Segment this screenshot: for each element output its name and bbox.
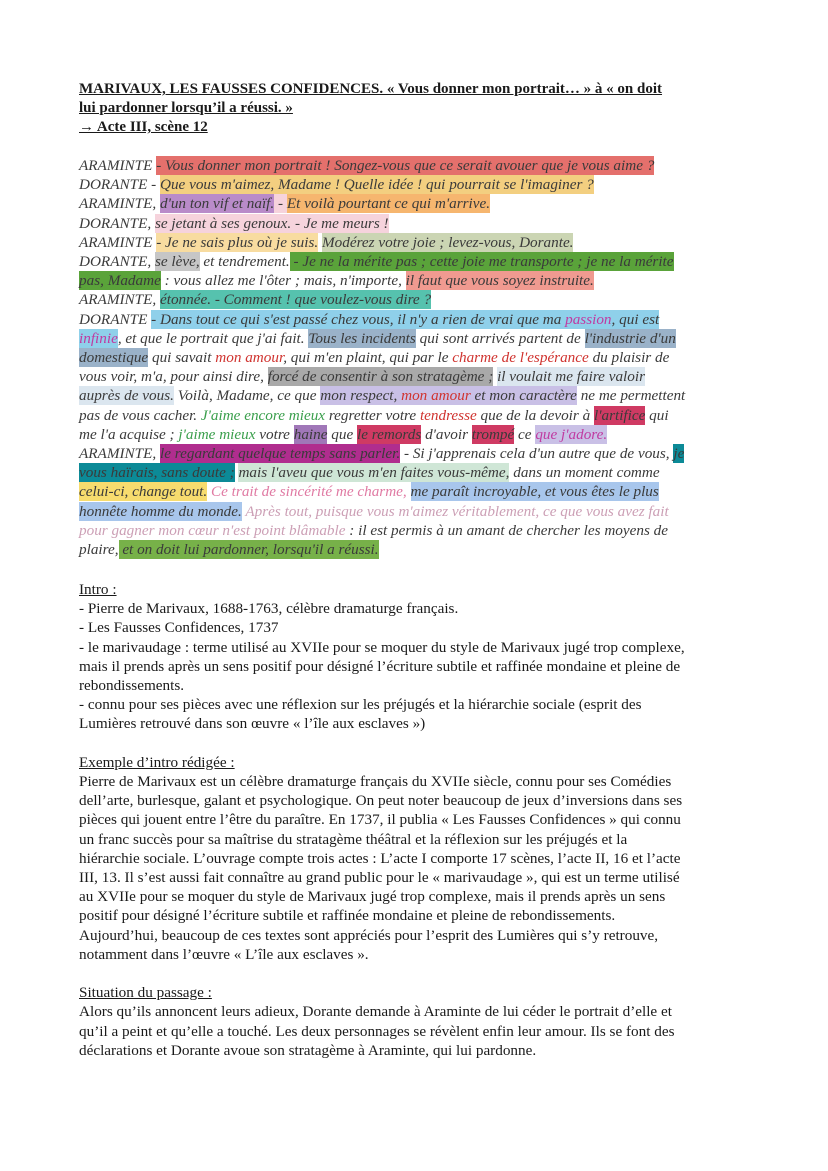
dialogue-line: [79, 233, 759, 252]
plain-text: dans un moment comme: [509, 464, 660, 482]
plain-text: que: [327, 425, 358, 443]
space: [407, 483, 411, 500]
example-line: dell’arte, burlesque, galant et psychologique. On peut noter beaucoup de jeux d’inversions dans ses: [79, 792, 683, 810]
example-line: Pierre de Marivaux est un célèbre dramaturge français du XVIIe siècle, connu pour ses Comédies: [79, 773, 672, 791]
highlight: Modérez votre joie ; levez-vous, Dorante.: [321, 233, 574, 251]
highlight: Que vous m'aimez, Madame ! Quelle idée ! qui pourrait se l'imaginer ?: [160, 176, 594, 194]
plain-text: : il est permis à un amant de chercher les moyens de: [345, 521, 669, 539]
plain-text: qui sont arrivés partent de: [415, 329, 585, 347]
highlight-word: infinie: [79, 329, 118, 347]
plain-text: qui savait: [148, 349, 216, 367]
example-line: Aujourd’hui, beaucoup de ces textes sont appréciés pour l’esprit des Lumières qui s’y retrouve,: [79, 926, 659, 944]
dialogue-line: [79, 252, 759, 271]
highlight: l'artifice: [594, 406, 646, 424]
dialogue-line: [79, 156, 759, 175]
highlight: je: [673, 445, 685, 463]
highlight: - Vous donner mon portrait ! Songez-vous que ce serait avouer que je vous aime ?: [156, 157, 655, 174]
colored-phrase: Ce trait de sincérité me charme,: [211, 483, 407, 501]
situation-heading: Situation du passage :: [79, 984, 212, 1002]
stage-direction: et tendrement.: [199, 253, 290, 271]
colored-word: j'aime mieux: [178, 425, 256, 443]
highlight-word: que j'adore.: [535, 425, 608, 443]
highlight: -: [274, 195, 287, 213]
title-line-2: lui pardonner lorsqu’il a réussi. »: [79, 100, 293, 116]
situation-line: déclarations et Dorante avoue son stratagème à Araminte, qui lui pardonne.: [79, 1041, 537, 1059]
colored-word: tendresse: [419, 406, 477, 424]
dialogue-line: [79, 367, 759, 386]
dialogue-line: [79, 329, 759, 348]
colored-phrase: Après tout, puisque vous m'aimez véritablement, ce que vous avez fait: [241, 502, 669, 520]
example-line: III, 13. Il s’est aussi fait connaître au grand public pour le « marivaudage », qui est un terme utilisé: [79, 869, 680, 887]
annotated-dialogue: [79, 156, 759, 559]
example-line: au XVIIe pour se moquer du style de Marivaux jugé trop complexe, mais il prends après un sens: [79, 888, 666, 906]
highlight: et on doit lui pardonner, lorsqu'il a réussi.: [118, 541, 379, 559]
example-line: hiérarchie sociale. L’ouvrage compte trois actes : L’acte I comporte 17 scènes, l’acte II, 16 et l’acte: [79, 849, 681, 867]
highlight: se jetant à ses genoux.: [154, 214, 292, 232]
highlight: se lève,: [154, 253, 200, 271]
speaker-dorante: DORANTE -: [79, 176, 160, 194]
example-line: pièces qui jouent entre l’être du paraître. En 1737, il publia « Les Fausses Confidences » qui connu: [79, 811, 681, 829]
highlight: pas, Madame: [79, 272, 161, 290]
dialogue-line: [79, 290, 759, 309]
highlight: haine: [293, 425, 328, 443]
example-line: positif pour désigné l’écriture subtile et raffinée mondaine et pleine de rebondissements.: [79, 907, 616, 925]
highlight: - Je ne sais plus où je suis.: [156, 233, 319, 251]
dialogue-line: [79, 463, 759, 482]
speaker-dorante: DORANTE: [79, 310, 152, 328]
speaker-araminte: ARAMINTE,: [79, 445, 160, 463]
plain-text: , qui m'en plaint, qui par le: [283, 349, 453, 367]
plain-text: Voilà, Madame, ce que: [173, 387, 321, 405]
highlight: vous haïrais, sans doute ;: [79, 464, 235, 482]
highlight-word: mon amour: [401, 387, 471, 405]
speaker-araminte: ARAMINTE: [79, 233, 157, 251]
highlight: forcé de consentir à son stratagème ;: [267, 368, 494, 386]
dialogue-line: [79, 540, 759, 559]
example-line: notamment dans l’œuvre « L’île aux esclaves ».: [79, 945, 369, 963]
plain-text: plaire,: [79, 541, 119, 559]
dialogue-line: [79, 214, 759, 233]
dialogue-line: [79, 482, 759, 501]
highlight: Tous les incidents: [308, 329, 416, 347]
dialogue-line: [79, 348, 759, 367]
dialogue-line: [79, 502, 759, 521]
dialogue-line: [79, 444, 759, 463]
situation-line: Alors qu’ils annoncent leurs adieux, Dorante demande à Araminte de lui céder le portrait d’elle et: [79, 1003, 672, 1021]
plain-text: pas de vous cacher.: [79, 406, 201, 424]
plain-text: d'avoir: [421, 425, 472, 443]
highlight: mais l'aveu que vous m'en faites vous-même,: [238, 464, 510, 482]
situation-line: qu’il a peint et qu’elle a touché. Les deux personnages se révèlent enfin leur amour. Ils se font des: [79, 1022, 675, 1040]
colored-word: J'aime encore mieux: [200, 406, 326, 424]
highlight: et mon caractère: [470, 387, 577, 405]
highlight: l'industrie d'un: [584, 329, 676, 347]
example-line: un franc succès pour sa maîtrise du stratagème théâtral et la réflexion sur les préjugés et la: [79, 830, 628, 848]
dialogue-line: [79, 406, 759, 425]
intro-item: - Les Fausses Confidences, 1737: [79, 619, 279, 637]
highlight: - Je ne la mérite pas ; cette joie me transporte ; je ne la mérite: [289, 253, 674, 271]
plain-text: , et que le portrait que j'ai fait.: [117, 329, 309, 347]
dialogue-line: [79, 386, 759, 405]
highlight: - Je me meurs !: [291, 214, 389, 232]
dialogue-line: [79, 271, 759, 290]
highlight: domestique: [79, 349, 149, 367]
highlight: étonnée. - Comment ! que voulez-vous dire ?: [160, 291, 432, 309]
colored-phrase: pour gagner mon cœur n'est point blâmable: [79, 521, 346, 539]
document-header: [79, 80, 759, 137]
highlight: le regardant quelque temps sans parler.: [160, 445, 401, 463]
intro-item: mais il prends après un sens positif pour désigné l’écriture subtile et raffinée mondaine et pleine de: [79, 657, 681, 675]
intro-item: - Pierre de Marivaux, 1688-1763, célèbre dramaturge français.: [79, 600, 459, 618]
highlight: , qui est: [611, 310, 660, 328]
highlight: mon respect,: [320, 387, 402, 405]
highlight: celui-ci, change tout.: [79, 483, 208, 501]
highlight: trompé: [471, 425, 515, 443]
spacer: [79, 734, 759, 753]
plain-text: : vous allez me l'ôter ; mais, n'importe,: [160, 272, 406, 290]
speaker-araminte: ARAMINTE,: [79, 291, 160, 309]
colored-word: charme de l'espérance: [452, 349, 589, 367]
highlight: le remords: [357, 425, 422, 443]
intro-item: - le marivaudage : terme utilisé au XVIIe pour se moquer du style de Marivaux jugé trop complexe,: [79, 638, 685, 656]
intro-item: - connu pour ses pièces avec une réflexion sur les préjugés et la hiérarchie sociale (esprit des: [79, 696, 642, 714]
spacer: [79, 964, 759, 983]
highlight: d'un ton vif et naïf.: [160, 195, 275, 213]
dialogue-line: [79, 310, 759, 329]
intro-item: rebondissements.: [79, 677, 185, 695]
speaker-dorante: DORANTE,: [79, 214, 155, 232]
plain-text: votre: [255, 425, 294, 443]
highlight: il faut que vous soyez instruite.: [405, 272, 594, 290]
highlight: Et voilà pourtant ce qui m'arrive.: [286, 195, 491, 213]
title-line-1: MARIVAUX, LES FAUSSES CONFIDENCES. « Vous donner mon portrait… » à « on doit: [79, 81, 663, 97]
plain-text: ne me permettent: [576, 387, 686, 405]
highlight: honnête homme du monde.: [79, 502, 242, 520]
dialogue-line: [79, 175, 759, 194]
example-heading: Exemple d’intro rédigée :: [79, 753, 235, 771]
highlight-word: passion: [565, 310, 612, 328]
plain-text: me l'a acquise ;: [79, 425, 179, 443]
plain-text: qui: [645, 406, 669, 424]
plain-text: du plaisir de: [588, 349, 670, 367]
intro-item: Lumières retrouvé dans son œuvre « l’île aux esclaves »): [79, 715, 426, 733]
plain-text: vous voir, m'a, pour ainsi dire,: [79, 368, 268, 386]
dialogue-line: [79, 425, 759, 444]
speaker-araminte: ARAMINTE: [79, 157, 157, 174]
highlight: me paraît incroyable, et vous êtes le plus: [410, 483, 659, 501]
title-line-3: → Acte III, scène 12: [79, 119, 208, 135]
plain-text: regretter votre: [325, 406, 420, 424]
analysis-body: [79, 580, 759, 1060]
intro-heading: Intro :: [79, 581, 117, 598]
highlight: il voulait me faire valoir: [497, 368, 645, 386]
plain-text: que de la devoir à: [476, 406, 595, 424]
highlight: - Dans tout ce qui s'est passé chez vous, il n'y a rien de vrai que ma: [151, 310, 566, 328]
speaker-araminte: ARAMINTE,: [79, 195, 160, 213]
plain-text: ce: [514, 425, 536, 443]
colored-word: mon amour: [215, 349, 284, 367]
highlight: auprès de vous.: [79, 387, 174, 405]
speaker-dorante: DORANTE,: [79, 253, 155, 271]
dialogue-line: [79, 521, 759, 540]
plain-text: - Si j'apprenais cela d'un autre que de vous,: [400, 445, 674, 463]
dialogue-line: [79, 194, 759, 213]
